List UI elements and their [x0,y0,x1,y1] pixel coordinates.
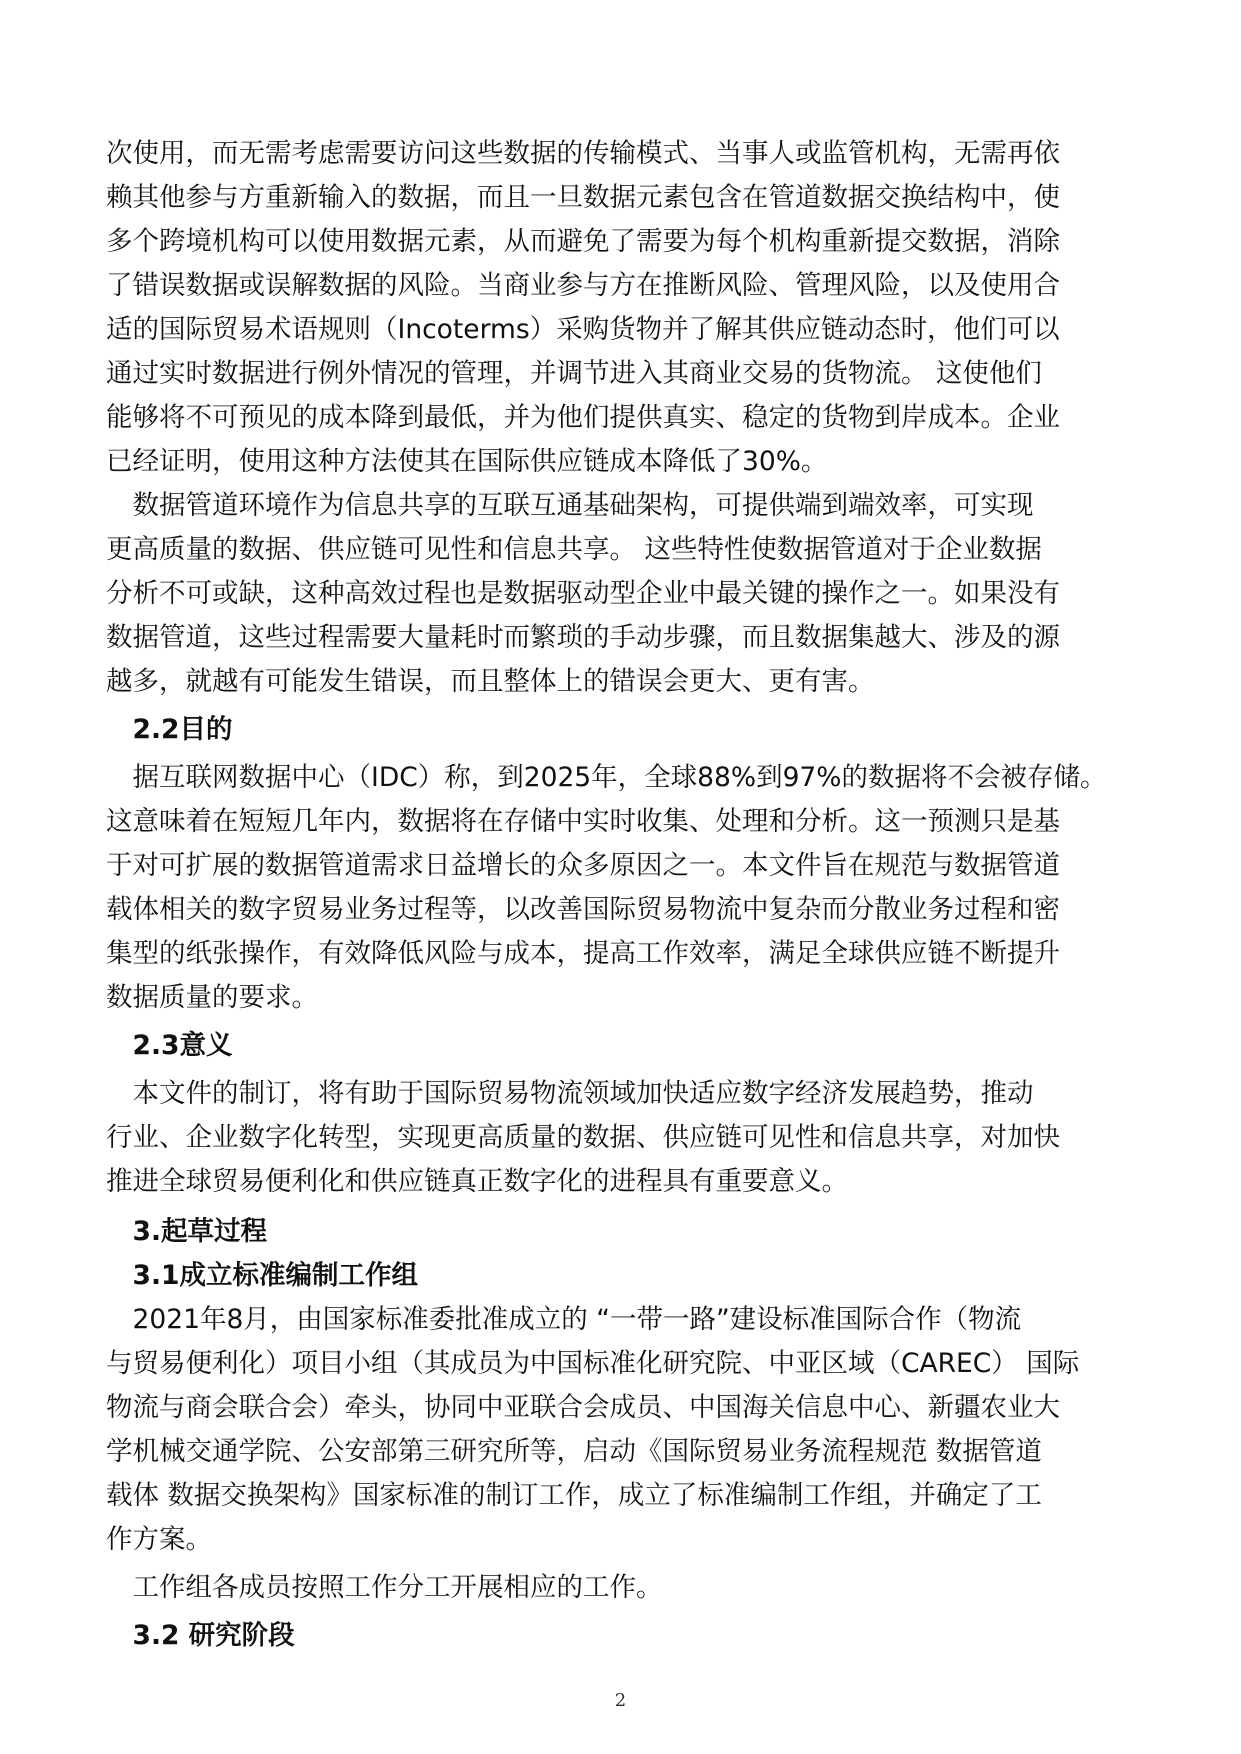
text-line: 集型的纸张操作，有效降低风险与成本，提高工作效率，满足全球供应链不断提升 [106,938,1060,969]
text-line: 赖其他参与方重新输入的数据，而且一旦数据元素包含在管道数据交换结构中，使 [106,182,1060,213]
section-heading: 3.2 研究阶段 [106,1620,295,1651]
text-line: 更高质量的数据、供应链可见性和信息共享。 这些特性使数据管道对于企业数据 [106,534,1042,565]
text-line: 于对可扩展的数据管道需求日益增长的众多原因之一。本文件旨在规范与数据管道 [106,850,1060,881]
text-line: 推进全球贸易便利化和供应链真正数字化的进程具有重要意义。 [106,1166,848,1197]
text-line: 分析不可或缺，这种高效过程也是数据驱动型企业中最关键的操作之一。如果没有 [106,578,1060,609]
text-line: 物流与商会联合会）牵头，协同中亚联合会成员、中国海关信息中心、新疆农业大 [106,1392,1060,1423]
section-heading: 2.2目的 [106,714,233,745]
text-line: 作方案。 [106,1524,212,1555]
text-line: 载体相关的数字贸易业务过程等，以改善国际贸易物流中复杂而分散业务过程和密 [106,894,1060,925]
section-heading: 3.起草过程 [106,1216,268,1247]
text-line: 工作组各成员按照工作分工开展相应的工作。 [106,1572,663,1603]
text-line: 了错误数据或误解数据的风险。当商业参与方在推断风险、管理风险，以及使用合 [106,270,1060,301]
page-number: 2 [614,1690,627,1711]
text-line: 据互联网数据中心（IDC）称，到2025年，全球88%到97%的数据将不会被存储。 [106,762,1107,793]
text-line: 与贸易便利化）项目小组（其成员为中国标准化研究院、中亚区域（CAREC） 国际 [106,1348,1080,1379]
text-line: 行业、企业数字化转型，实现更高质量的数据、供应链可见性和信息共享，对加快 [106,1122,1060,1153]
text-line: 这意味着在短短几年内，数据将在存储中实时收集、处理和分析。这一预测只是基 [106,806,1060,837]
text-line: 次使用，而无需考虑需要访问这些数据的传输模式、当事人或监管机构，无需再依 [106,138,1060,169]
text-line: 多个跨境机构可以使用数据元素，从而避免了需要为每个机构重新提交数据，消除 [106,226,1060,257]
text-line: 2021年8月，由国家标准委批准成立的 “一带一路”建设标准国际合作（物流 [106,1304,1022,1335]
text-line: 适的国际贸易术语规则（Incoterms）采购货物并了解其供应链动态时，他们可以 [106,314,1060,345]
section-heading: 2.3意义 [106,1030,233,1061]
text-line: 载体 数据交换架构》国家标准的制订工作，成立了标准编制工作组，并确定了工 [106,1480,1042,1511]
text-line: 数据质量的要求。 [106,982,318,1013]
text-line: 数据管道环境作为信息共享的互联互通基础架构，可提供端到端效率，可实现 [106,490,1034,521]
text-line: 能够将不可预见的成本降到最低，并为他们提供真实、稳定的货物到岸成本。企业 [106,402,1060,433]
text-line: 越多，就越有可能发生错误，而且整体上的错误会更大、更有害。 [106,666,875,697]
text-line: 已经证明，使用这种方法使其在国际供应链成本降低了30%。 [106,446,828,477]
section-heading: 3.1成立标准编制工作组 [106,1260,418,1291]
text-line: 学机械交通学院、公安部第三研究所等，启动《国际贸易业务流程规范 数据管道 [106,1436,1042,1467]
text-line: 通过实时数据进行例外情况的管理，并调节进入其商业交易的货物流。 这使他们 [106,358,1042,389]
text-line: 本文件的制订，将有助于国际贸易物流领域加快适应数字经济发展趋势，推动 [106,1078,1034,1109]
text-line: 数据管道，这些过程需要大量耗时而繁琐的手动步骤，而且数据集越大、涉及的源 [106,622,1060,653]
